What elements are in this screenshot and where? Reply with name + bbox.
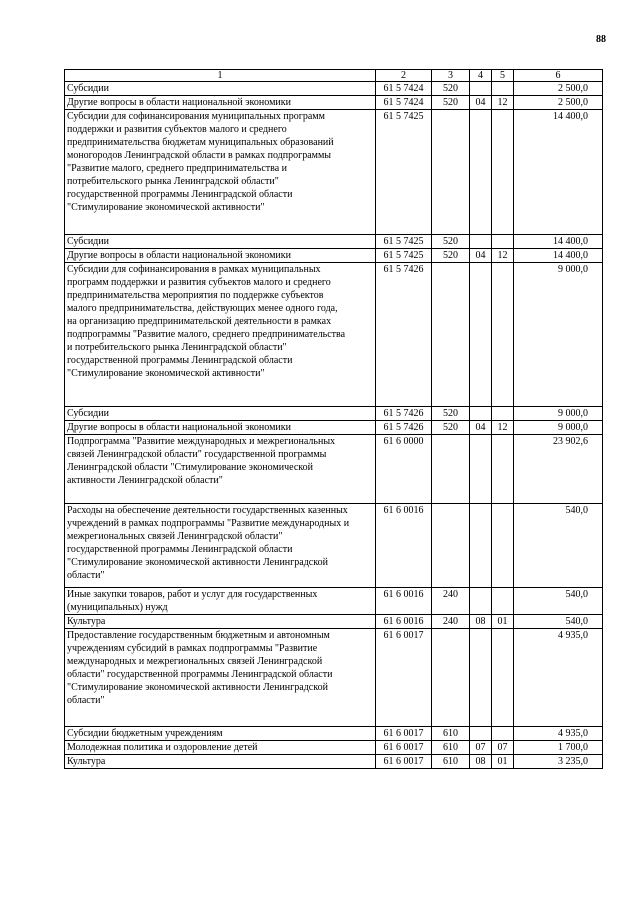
subsection-cell: 12 [492, 96, 514, 110]
target-code-cell: 61 6 0017 [376, 755, 432, 769]
subsection-cell: 01 [492, 615, 514, 629]
subsection-cell [492, 588, 514, 615]
row-name-cell: Подпрограмма "Развитие международных и межрегиональных связей Ленинградской области" государственной программы Ленинградской области "Стимулирование экономической активности Ленинградской области" [65, 435, 376, 504]
amount-cell: 3 235,0 [514, 755, 603, 769]
row-name-cell: Субсидии для софинансирования в рамках муниципальных программ поддержки и развития субъектов малого и среднего предпринимательства мероприятия по поддержке субъектов малого предпринимательства, действующих менее одного года, на организацию предпринимательской деятельности в рамках подпрограммы "Развитие малого, среднего предпринимательства и потребительского рынка Ленинградской области" государственной программы Ленинградской области "Стимулирование экономической активности" [65, 263, 376, 407]
amount-cell: 14 400,0 [514, 235, 603, 249]
row-name-cell: Предоставление государственным бюджетным и автономным учреждениям субсидий в рамках подпрограммы "Развитие международных и межрегиональных связей Ленинградской области" государственной программы Ленинградской области "Стимулирование экономической активности Ленинградской области" [65, 629, 376, 727]
table-row [65, 421, 603, 435]
subsection-cell: 12 [492, 421, 514, 435]
expense-type-cell: 520 [432, 249, 470, 263]
budget-table [64, 69, 603, 769]
subsection-cell [492, 727, 514, 741]
expense-type-cell [432, 435, 470, 504]
table-row [65, 235, 603, 249]
target-code-cell: 61 5 7426 [376, 407, 432, 421]
subsection-cell [492, 407, 514, 421]
section-cell [470, 407, 492, 421]
target-code-cell: 61 6 0016 [376, 504, 432, 588]
section-cell [470, 727, 492, 741]
expense-type-cell: 520 [432, 235, 470, 249]
target-code-cell: 61 5 7425 [376, 249, 432, 263]
amount-cell: 14 400,0 [514, 110, 603, 235]
target-code-cell: 61 6 0017 [376, 741, 432, 755]
section-cell [470, 504, 492, 588]
amount-cell: 2 500,0 [514, 82, 603, 96]
section-cell [470, 82, 492, 96]
row-name-cell: Молодежная политика и оздоровление детей [65, 741, 376, 755]
expense-type-cell [432, 629, 470, 727]
table-row [65, 755, 603, 769]
section-cell [470, 435, 492, 504]
table-row [65, 407, 603, 421]
row-name-cell: Другие вопросы в области национальной экономики [65, 96, 376, 110]
amount-cell: 4 935,0 [514, 629, 603, 727]
expense-type-cell: 520 [432, 82, 470, 96]
target-code-cell: 61 6 0016 [376, 588, 432, 615]
expense-type-cell: 610 [432, 741, 470, 755]
expense-type-cell [432, 110, 470, 235]
section-cell [470, 588, 492, 615]
section-cell: 04 [470, 249, 492, 263]
subsection-cell [492, 504, 514, 588]
target-code-cell: 61 5 7424 [376, 96, 432, 110]
section-cell: 07 [470, 741, 492, 755]
row-name-cell: Культура [65, 615, 376, 629]
section-cell [470, 629, 492, 727]
table-row [65, 504, 603, 588]
row-name-cell: Субсидии бюджетным учреждениям [65, 727, 376, 741]
row-name-cell: Другие вопросы в области национальной экономики [65, 421, 376, 435]
amount-cell: 4 935,0 [514, 727, 603, 741]
table-row [65, 741, 603, 755]
amount-cell: 1 700,0 [514, 741, 603, 755]
subsection-cell [492, 110, 514, 235]
expense-type-cell [432, 504, 470, 588]
amount-cell: 9 000,0 [514, 407, 603, 421]
target-code-cell: 61 6 0000 [376, 435, 432, 504]
amount-cell: 540,0 [514, 615, 603, 629]
target-code-cell: 61 5 7424 [376, 82, 432, 96]
section-cell [470, 235, 492, 249]
table-row [65, 435, 603, 504]
table-header-row [65, 70, 603, 82]
target-code-cell: 61 6 0016 [376, 615, 432, 629]
expense-type-cell: 610 [432, 727, 470, 741]
section-cell [470, 110, 492, 235]
subsection-cell [492, 235, 514, 249]
table-row [65, 263, 603, 407]
row-name-cell: Субсидии [65, 82, 376, 96]
table-row [65, 96, 603, 110]
target-code-cell: 61 5 7425 [376, 110, 432, 235]
table-row [65, 588, 603, 615]
table-row [65, 727, 603, 741]
expense-type-cell: 520 [432, 407, 470, 421]
row-name-cell: Субсидии для софинансирования муниципальных программ поддержки и развития субъектов малого и среднего предпринимательства бюджетам муниципальных образований моногородов Ленинградской области в рамках подпрограммы "Развитие малого, среднего предпринимательства и потребительского рынка Ленинградской области" государственной программы Ленинградской области "Стимулирование экономической активности" [65, 110, 376, 235]
section-cell [470, 263, 492, 407]
section-cell: 08 [470, 755, 492, 769]
expense-type-cell: 520 [432, 96, 470, 110]
column-header: 1 [65, 70, 376, 82]
subsection-cell [492, 629, 514, 727]
amount-cell: 23 902,6 [514, 435, 603, 504]
target-code-cell: 61 5 7426 [376, 263, 432, 407]
amount-cell: 9 000,0 [514, 421, 603, 435]
table-row [65, 82, 603, 96]
table-row [65, 249, 603, 263]
amount-cell: 2 500,0 [514, 96, 603, 110]
subsection-cell [492, 435, 514, 504]
expense-type-cell: 240 [432, 588, 470, 615]
amount-cell: 9 000,0 [514, 263, 603, 407]
target-code-cell: 61 6 0017 [376, 629, 432, 727]
section-cell: 08 [470, 615, 492, 629]
subsection-cell: 01 [492, 755, 514, 769]
amount-cell: 14 400,0 [514, 249, 603, 263]
expense-type-cell: 240 [432, 615, 470, 629]
expense-type-cell [432, 263, 470, 407]
column-header: 6 [514, 70, 603, 82]
row-name-cell: Иные закупки товаров, работ и услуг для государственных (муниципальных) нужд [65, 588, 376, 615]
target-code-cell: 61 5 7426 [376, 421, 432, 435]
subsection-cell: 07 [492, 741, 514, 755]
row-name-cell: Субсидии [65, 407, 376, 421]
column-header: 5 [492, 70, 514, 82]
row-name-cell: Расходы на обеспечение деятельности государственных казенных учреждений в рамках подпрограммы "Развитие международных и межрегиональных связей Ленинградской области" государственной программы Ленинградской области "Стимулирование экономической активности Ленинградской области" [65, 504, 376, 588]
table-row [65, 615, 603, 629]
row-name-cell: Другие вопросы в области национальной экономики [65, 249, 376, 263]
expense-type-cell: 610 [432, 755, 470, 769]
section-cell: 04 [470, 421, 492, 435]
column-header: 2 [376, 70, 432, 82]
column-header: 4 [470, 70, 492, 82]
column-header: 3 [432, 70, 470, 82]
table-row [65, 629, 603, 727]
target-code-cell: 61 6 0017 [376, 727, 432, 741]
amount-cell: 540,0 [514, 504, 603, 588]
expense-type-cell: 520 [432, 421, 470, 435]
target-code-cell: 61 5 7425 [376, 235, 432, 249]
section-cell: 04 [470, 96, 492, 110]
amount-cell: 540,0 [514, 588, 603, 615]
subsection-cell [492, 82, 514, 96]
subsection-cell [492, 263, 514, 407]
row-name-cell: Культура [65, 755, 376, 769]
table-row [65, 110, 603, 235]
row-name-cell: Субсидии [65, 235, 376, 249]
subsection-cell: 12 [492, 249, 514, 263]
page-number: 88 [596, 34, 606, 45]
